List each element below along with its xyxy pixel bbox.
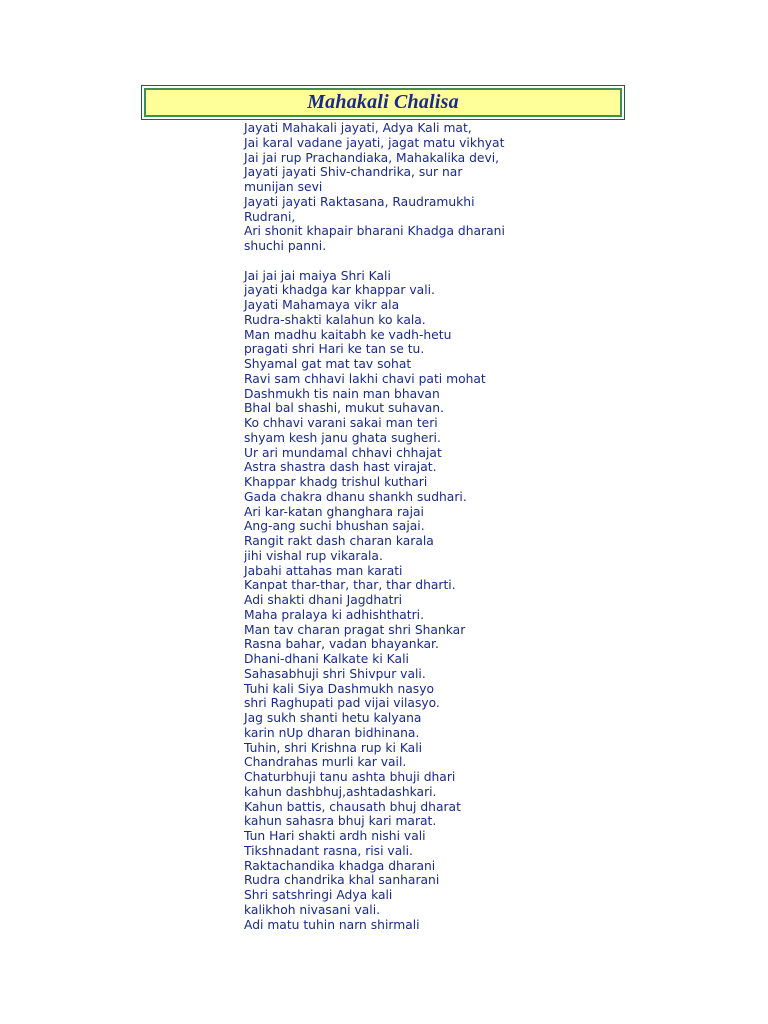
poem-line: pragati shri Hari ke tan se tu.: [244, 342, 425, 357]
poem-line: shuchi panni.: [244, 239, 327, 253]
poem-line: kahun dashbhuj,ashtadashkari.: [244, 784, 437, 799]
poem-line: shyam kesh janu ghata sugheri.: [244, 430, 441, 445]
poem-line: Bhal bal shashi, mukut suhavan.: [244, 401, 445, 416]
poem-line: Ko chhavi varani sakai man teri: [244, 416, 438, 430]
poem-line: Jayati Mahamaya vikr ala: [244, 298, 400, 312]
poem-line: Ur ari mundamal chhavi chhajat: [244, 445, 442, 460]
stanza-gap: [244, 254, 544, 269]
poem-line: jihi vishal rup vikarala.: [244, 548, 383, 563]
poem-line: Rudra-shakti kalahun ko kala.: [244, 312, 426, 327]
poem-line: Man tav charan pragat shri Shankar: [244, 622, 466, 637]
poem-line: Dashmukh tis nain man bhavan: [244, 386, 440, 401]
poem-line: Jayati jayati Raktasana, Raudramukhi: [244, 194, 475, 209]
stanza-1: [244, 121, 544, 254]
poem-line: Ravi sam chhavi lakhi chavi pati mohat: [244, 371, 486, 386]
poem-line: Jayati jayati Shiv-chandrika, sur nar: [244, 165, 463, 180]
poem-line: Jayati Mahakali jayati, Adya Kali mat,: [244, 121, 472, 135]
poem-line: Tuhi kali Siya Dashmukh nasyo: [244, 681, 435, 696]
title-banner: [144, 88, 622, 117]
poem-line: Tuhin, shri Krishna rup ki Kali: [244, 740, 423, 755]
poem-line: Ang-ang suchi bhushan sajai.: [244, 519, 425, 534]
poem-line: Rangit rakt dash charan karala: [244, 534, 434, 548]
poem-line: Ari shonit khapair bharani Khadga dharani: [244, 224, 505, 239]
poem-line: Adi shakti dhani Jagdhatri: [244, 593, 402, 607]
poem-line: Ari kar-katan ghanghara rajai: [244, 504, 424, 519]
poem-line: Man madhu kaitabh ke vadh-hetu: [244, 327, 452, 342]
poem-line: Adi matu tuhin narn shirmali: [244, 917, 420, 932]
poem-line: Rudra chandrika khal sanharani: [244, 873, 440, 888]
poem-line: jayati khadga kar khappar vali.: [244, 283, 435, 298]
poem-line: kahun sahasra bhuj kari marat.: [244, 814, 437, 829]
page-title: Mahakali Chalisa: [307, 91, 459, 113]
poem-text: [244, 121, 544, 932]
poem-line: Jai jai jai maiya Shri Kali: [244, 268, 391, 283]
poem-line: Shyamal gat mat tav sohat: [244, 357, 412, 371]
poem-line: Tikshnadant rasna, risi vali.: [244, 843, 413, 858]
poem-line: Maha pralaya ki adhishthatri.: [244, 607, 425, 622]
poem-line: Khappar khadg trishul kuthari: [244, 475, 428, 489]
poem-line: shri Raghupati pad vijai vilasyo.: [244, 696, 440, 711]
poem-line: Jabahi attahas man karati: [244, 563, 403, 578]
poem-line: Jag sukh shanti hetu kalyana: [244, 711, 422, 725]
poem-line: Chandrahas murli kar vail.: [244, 755, 407, 770]
poem-line: Kanpat thar-thar, thar, thar dharti.: [244, 578, 456, 593]
poem-line: Raktachandika khadga dharani: [244, 858, 436, 873]
poem-line: Kahun battis, chausath bhuj dharat: [244, 799, 461, 814]
poem-line: Shri satshringi Adya kali: [244, 888, 393, 902]
poem-line: Jai karal vadane jayati, jagat matu vikhyat: [244, 135, 505, 150]
stanza-2: [244, 269, 544, 933]
poem-line: Dhani-dhani Kalkate ki Kali: [244, 652, 409, 666]
poem-line: Rasna bahar, vadan bhayankar.: [244, 637, 439, 652]
poem-line: Gada chakra dhanu shankh sudhari.: [244, 489, 467, 504]
poem-line: Tun Hari shakti ardh nishi vali: [244, 829, 426, 843]
poem-line: Jai jai rup Prachandiaka, Mahakalika devi,: [244, 150, 500, 165]
poem-line: Astra shastra dash hast virajat.: [244, 460, 437, 475]
poem-line: Sahasabhuji shri Shivpur vali.: [244, 666, 426, 681]
poem-line: Chaturbhuji tanu ashta bhuji dhari: [244, 770, 456, 784]
poem-line: munijan sevi: [244, 180, 323, 194]
poem-line: karin nUp dharan bidhinana.: [244, 725, 420, 740]
title-box: [141, 85, 625, 120]
poem-line: kalikhoh nivasani vali.: [244, 902, 381, 917]
poem-line: Rudrani,: [244, 209, 296, 224]
